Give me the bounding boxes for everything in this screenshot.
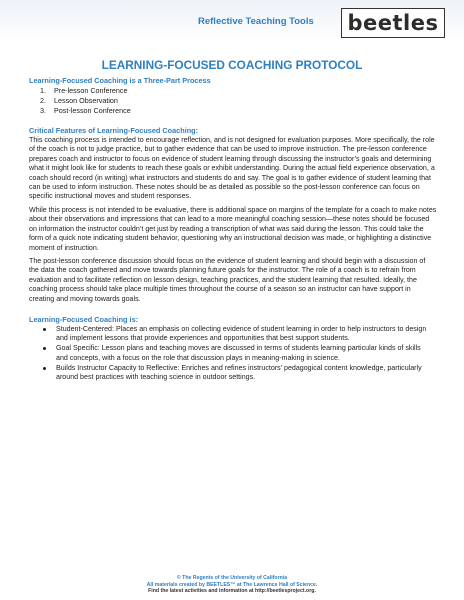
list-text: Pre-lesson Conference bbox=[54, 86, 128, 95]
footer-copyright: © The Regents of the University of California bbox=[176, 575, 288, 581]
bullet-item: Goal Specific: Lesson plans and teaching moves are discussed in terms of students learning particular kinds of skills and concepts, with a focus on the role that discussion plays in meaning-making in science. bbox=[43, 344, 433, 363]
footer bbox=[0, 575, 464, 595]
list-number: 3. bbox=[40, 106, 46, 116]
three-part-list bbox=[40, 86, 131, 117]
bullet-item: Builds Instructor Capacity to Reflective: Enriches and refines instructors’ pedagogical content knowledge, particularly around best practices with teaching science in outdoor settings. bbox=[43, 364, 433, 383]
coaching-is-list bbox=[43, 325, 433, 383]
paragraph: This coaching process is intended to encourage reflection, and is not designed for evaluation purposes. More specifically, the role of the coach is not to judge practice, but to gather evidence that can be used to improve instruction. The pre-lesson conference prepares coach and instructor to focus on evidence of student learning through discussing the instructor’s goals and determining what it might look like for students to reach these goals or exhibit understanding. During the actual field experience observation, a coach should record (in writing) what instructors and students do and say. The goal is to gather evidence of student learning that can be used to inform instruction. These notes should be as detailed as possible so the post-lesson conference can focus on specific instructional moves and student responses. bbox=[29, 136, 435, 201]
list-item bbox=[40, 86, 131, 96]
coaching-is-heading: Learning-Focused Coaching is: bbox=[29, 315, 139, 324]
footer-credit: All materials created by BEETLES™ at The Lawrence Hall of Science. bbox=[146, 581, 318, 588]
header-title: Reflective Teaching Tools bbox=[198, 16, 314, 27]
page-title: LEARNING-FOCUSED COACHING PROTOCOL bbox=[101, 58, 363, 72]
list-item bbox=[40, 96, 131, 106]
paragraph: The post-lesson conference discussion should focus on the evidence of student learning and should begin with a discussion of the data the coach gathered and move towards planning future goals for the instructor. The role of a coach is to refrain from evaluation and to facilitate reflection on lesson design, teaching practices, and the student learning that resulted. Ideally, the coaching process should take place multiple times throughout the course of a season so an instructor can have support in creating and moving towards goals. bbox=[29, 257, 426, 303]
list-number: 2. bbox=[40, 96, 46, 106]
beetles-logo bbox=[341, 8, 445, 38]
logo-text: beetles bbox=[347, 10, 439, 35]
list-text: Post-lesson Conference bbox=[54, 106, 131, 116]
list-number: 1. bbox=[40, 86, 46, 95]
bullet-item: Student-Centered: Places an emphasis on collecting evidence of student learning in order to help instructors to design and implement lessons that provide experiences and opportunities that best support students. bbox=[43, 325, 433, 344]
list-text: Lesson Observation bbox=[54, 96, 118, 106]
three-part-heading: Learning-Focused Coaching is a Three-Part Process bbox=[29, 76, 211, 85]
list-item bbox=[40, 106, 131, 116]
footer-link: Find the latest activities and information at http://beetlesproject.org. bbox=[148, 588, 316, 595]
critical-features-heading: Critical Features of Learning-Focused Coaching: bbox=[29, 126, 199, 135]
paragraph: While this process is not intended to be evaluative, there is additional space on margins of the template for a coach to make notes about their observations and impressions that can lead to a more meaningful coaching session—these notes should be focused on information the instructor couldn’t get just by reading a transcription of what was said during the lesson. This could take the form of a quick note indicating student behavior, questioning why an instructional decision was made, or highlighting a distinctive moment of instruction. bbox=[29, 206, 437, 252]
